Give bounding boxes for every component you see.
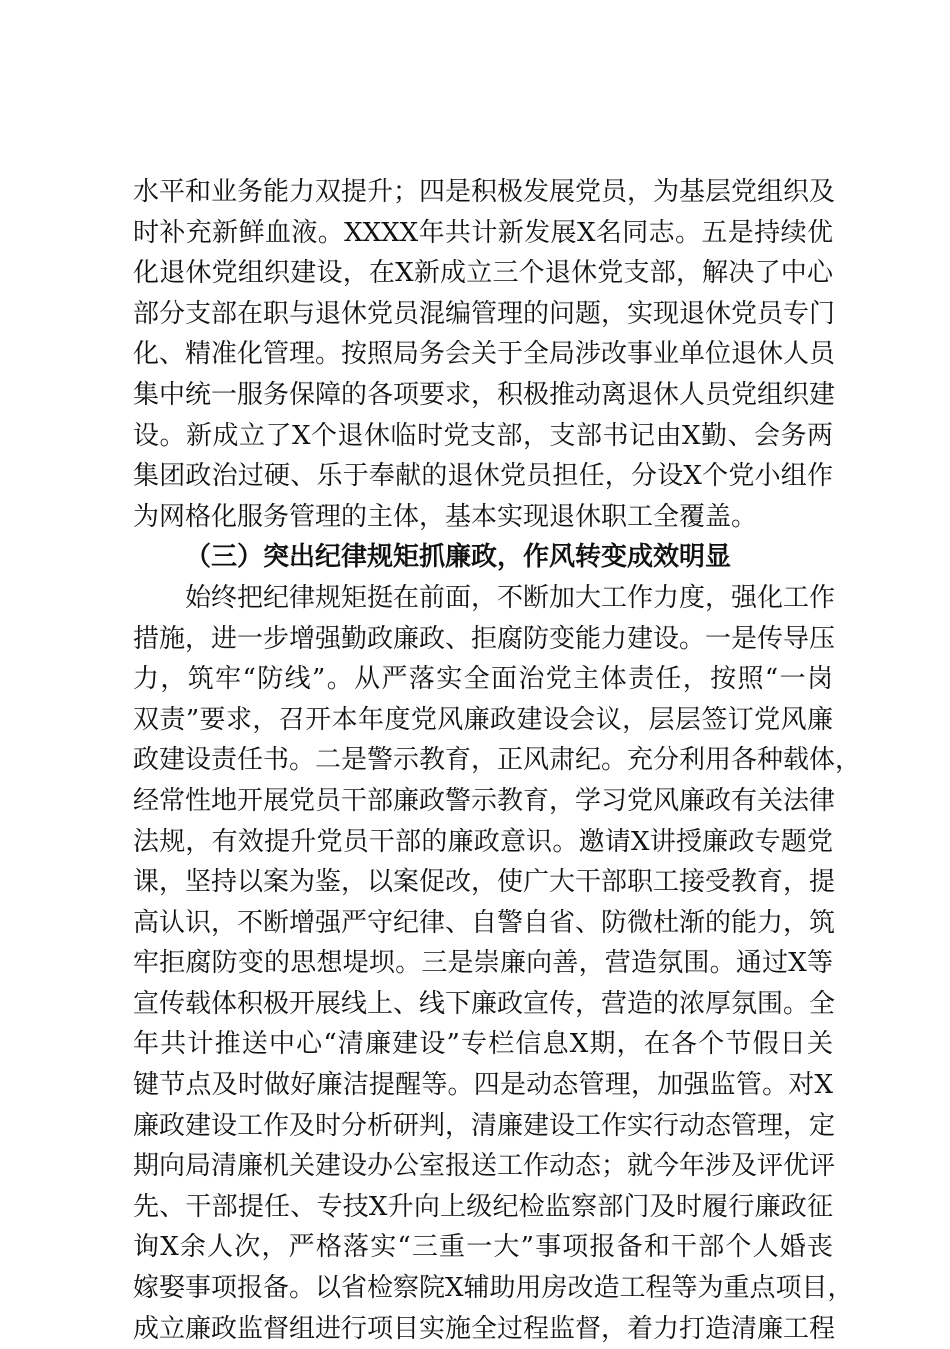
body-line: 设。新成立了X个退休临时党支部，支部书记由X勤、会务两 [133, 420, 833, 451]
body-line: 键节点及时做好廉洁提醒等。四是动态管理，加强监管。对X [133, 1070, 833, 1101]
body-line: 高认识，不断增强严守纪律、自警自省、防微杜渐的能力，筑 [133, 907, 836, 938]
body-line: 集团政治过硬、乐于奉献的退休党员担任，分设X个党小组作 [133, 461, 833, 492]
body-line: 为网格化服务管理的主体，基本实现退休职工全覆盖。 [133, 501, 758, 532]
body-line: 政建设责任书。二是警示教育，正风肃纪。充分利用各种载体， [133, 745, 862, 776]
body-line: 部分支部在职与退休党员混编管理的问题，实现退休党员专门 [133, 298, 836, 329]
body-line: 措施，进一步增强勤政廉政、拒腐防变能力建设。一是传导压 [133, 623, 836, 654]
body-line: 宣传载体积极开展线上、线下廉政宣传，营造的浓厚氛围。全 [133, 988, 836, 1019]
body-line: 嫁娶事项报备。以省检察院X辅助用房改造工程等为重点项目， [133, 1273, 854, 1304]
body-line: 课，坚持以案为鉴，以案促改，使广大干部职工接受教育，提 [133, 867, 836, 898]
body-line: 先、干部提任、专技X升向上级纪检监察部门及时履行廉政征 [133, 1191, 833, 1222]
body-line: 经常性地开展党员干部廉政警示教育，学习党风廉政有关法律 [133, 785, 836, 816]
body-line: 时补充新鲜血液。XXXX年共计新发展X名同志。五是持续优 [133, 217, 833, 248]
body-line: 化退休党组织建设，在X新成立三个退休党支部，解决了中心 [133, 258, 833, 289]
body-line: 力，筑牢“防线”。从严落实全面治党主体责任，按照“一岗 [133, 664, 833, 695]
body-line: 双责”要求，召开本年度党风廉政建设会议，层层签订党风廉 [133, 704, 833, 735]
body-line: 成立廉政监督组进行项目实施全过程监督，着力打造清廉工程 [133, 1313, 836, 1344]
body-line: 廉政建设工作及时分析研判，清廉建设工作实行动态管理，定 [133, 1110, 836, 1141]
body-line: 水平和业务能力双提升；四是积极发展党员，为基层党组织及 [133, 177, 836, 207]
body-line: 集中统一服务保障的各项要求，积极推动离退休人员党组织建 [133, 379, 836, 410]
body-line: 询X余人次，严格落实“三重一大”事项报备和干部个人婚丧 [133, 1232, 833, 1263]
document-body [133, 172, 862, 1349]
body-line: 年共计推送中心“清廉建设”专栏信息X期，在各个节假日关 [133, 1029, 833, 1060]
body-line: 法规，有效提升党员干部的廉政意识。邀请X讲授廉政专题党 [133, 826, 833, 857]
body-line: 始终把纪律规矩挺在前面，不断加大工作力度，强化工作 [185, 582, 836, 613]
body-line: 化、精准化管理。按照局务会关于全局涉改事业单位退休人员 [133, 339, 836, 370]
body-line: 期向局清廉机关建设办公室报送工作动态；就今年涉及评优评 [133, 1151, 836, 1182]
section-heading: （三）突出纪律规矩抓廉政，作风转变成效明显 [185, 542, 732, 573]
body-line: 牢拒腐防变的思想堤坝。三是崇廉向善，营造氛围。通过X等 [133, 948, 833, 979]
